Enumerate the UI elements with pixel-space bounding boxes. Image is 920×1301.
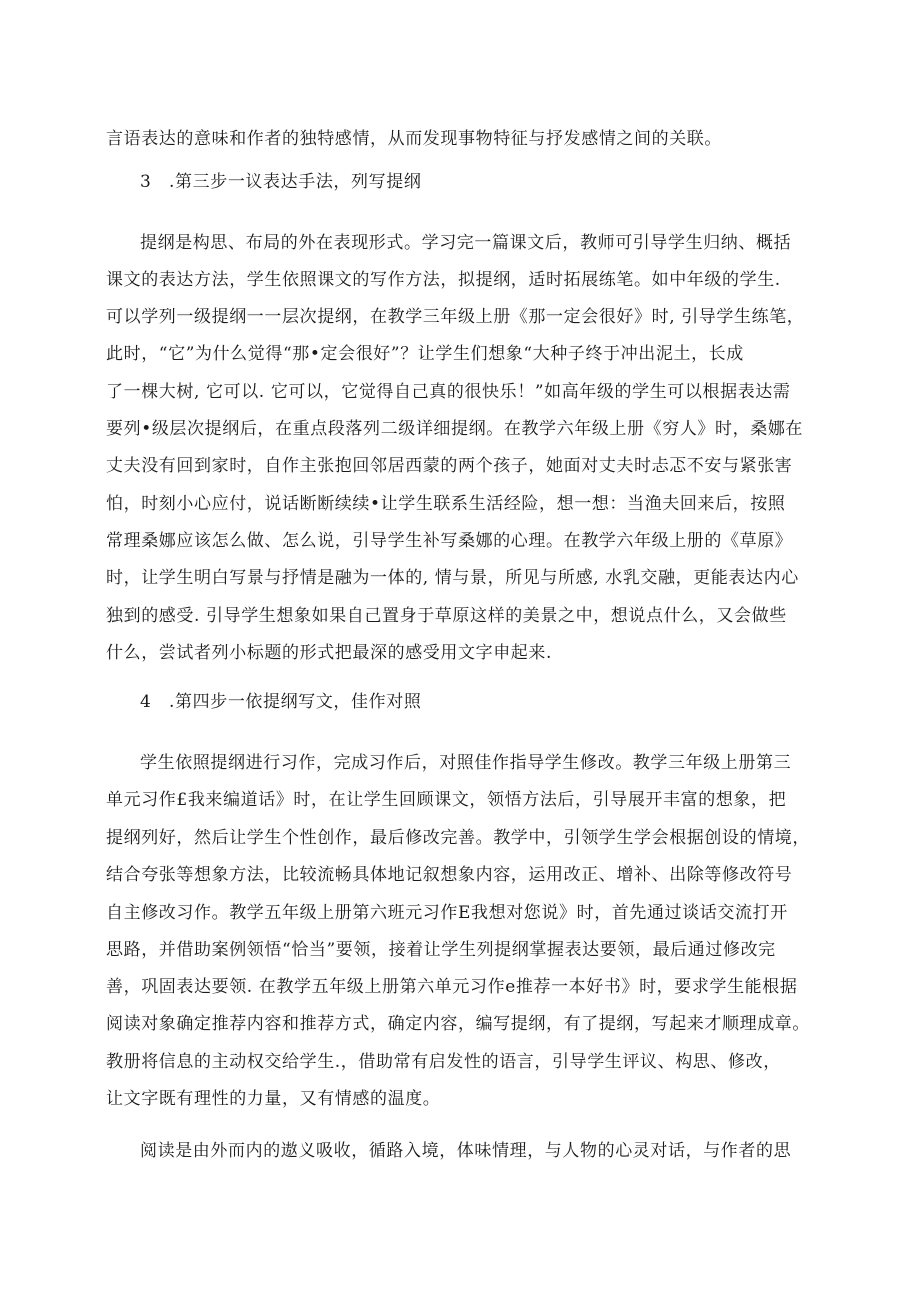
paragraph-line: 要列•级层次提纲后，在重点段落列二级详细提纲。在教学六年级上册《穷人》时，桑娜在 xyxy=(106,419,804,439)
paragraph-line: 怕，时刻小心应付，说话断断续续•让学生联系生活经险，想一想：当渔夫回来后，按照 xyxy=(106,494,786,514)
section-3-heading: 3 .第三步一议表达手法，列写提纲 xyxy=(140,172,422,192)
paragraph-line: 让文字既有理性的力量，又有情感的温度。 xyxy=(106,1089,441,1109)
paragraph-line: 了一棵大树, 它可以. 它可以，它觉得自己真的很快乐！”如高年级的学生可以根据表达需 xyxy=(106,382,791,402)
paragraph-line: 可以学列一级提纲一一层次提纲，在教学三年级上册《那一定会很好》时, 引导学生练笔， xyxy=(106,307,805,327)
paragraph-line: 结合夸张等想象方法，比较流畅具体地记叙想象内容，运用改正、增补、出除等修改符号 xyxy=(106,865,793,885)
paragraph-line: 常理桑娜应该怎么做、怎么说，引导学生补写桑娜的心理。在教学六年级上册的《草原》 xyxy=(106,531,793,551)
paragraph-line: 教册将信息的主动权交给学生.，借助常有启发性的语言，引导学生评议、构思、修改， xyxy=(106,1052,781,1072)
paragraph-line: 独到的感受. 引导学生想象如果自己置身于草原这样的美景之中，想说点什么，又会做些 xyxy=(106,606,787,626)
paragraph-line: 提纲是构思、布局的外在表现形式。学习完一篇课文后，教师可引导学生归纳、概括 xyxy=(140,233,792,253)
paragraph-line: 单元习作£我来编道话》时，在让学生回顾课文，领悟方法后，引导展开丰富的想象，把 xyxy=(106,790,787,810)
paragraph-line: 此时，“它”为什么觉得“那•定会很好”？让学生们想象“大种子终于冲出泥土，长成 xyxy=(106,344,744,364)
section-4-heading: 4 .第四步一依提纲写文，佳作对照 xyxy=(140,692,422,712)
paragraph-line: 课文的表达方法，学生依照课文的写作方法，拟提纲，适时拓展练笔。如中年级的学生. xyxy=(106,270,781,290)
paragraph-line: 丈夫没有回到家时，自作主张抱回邻居西蒙的两个孩子，她面对丈夫时忐忑不安与紧张害 xyxy=(106,456,793,476)
paragraph-line: 什么，尝试者列小标题的形式把最深的感受用文字申起来. xyxy=(106,643,553,663)
paragraph-line: 思路，并借助案例领悟“恰当”要领，接着让学生列提纲掌握表达要领，最后通过修改完 xyxy=(106,940,776,960)
paragraph-line: 提纲列好，然后让学生个性创作，最后修改完善。教学中，引领学生学会根据创设的情境， xyxy=(106,828,810,848)
paragraph-line: 善，巩固表达要领. 在教学五年级上册第六单元习作e推荐一本好书》时，要求学生能根据 xyxy=(106,977,798,997)
paragraph-line: 学生依照提纲进行习作，完成习作后，对照佳作指导学生修改。教学三年级上册第三 xyxy=(140,753,792,773)
paragraph-line: 阅读是由外而内的遨义吸收，循路入境，体味情理，与人物的心灵对话，与作者的思 xyxy=(140,1141,792,1161)
paragraph-line: 阅读对象确定推荐内容和推荐方式，确定内容，编写提纲，有了提纲，写起来才顺理成章。 xyxy=(106,1014,810,1034)
paragraph-line: 言语表达的意味和作者的独特感情，从而发现事物特征与抒发感情之间的关联。 xyxy=(106,129,722,149)
paragraph-line: 时，让学生明白写景与抒情是融为一体的, 情与景，所见与所感, 水乳交融，更能表达内心 xyxy=(106,568,799,588)
paragraph-line: 自主修改习作。教学五年级上册第六班元习作E我想对您说》时，首先通过谈话交流打开 xyxy=(106,903,788,923)
